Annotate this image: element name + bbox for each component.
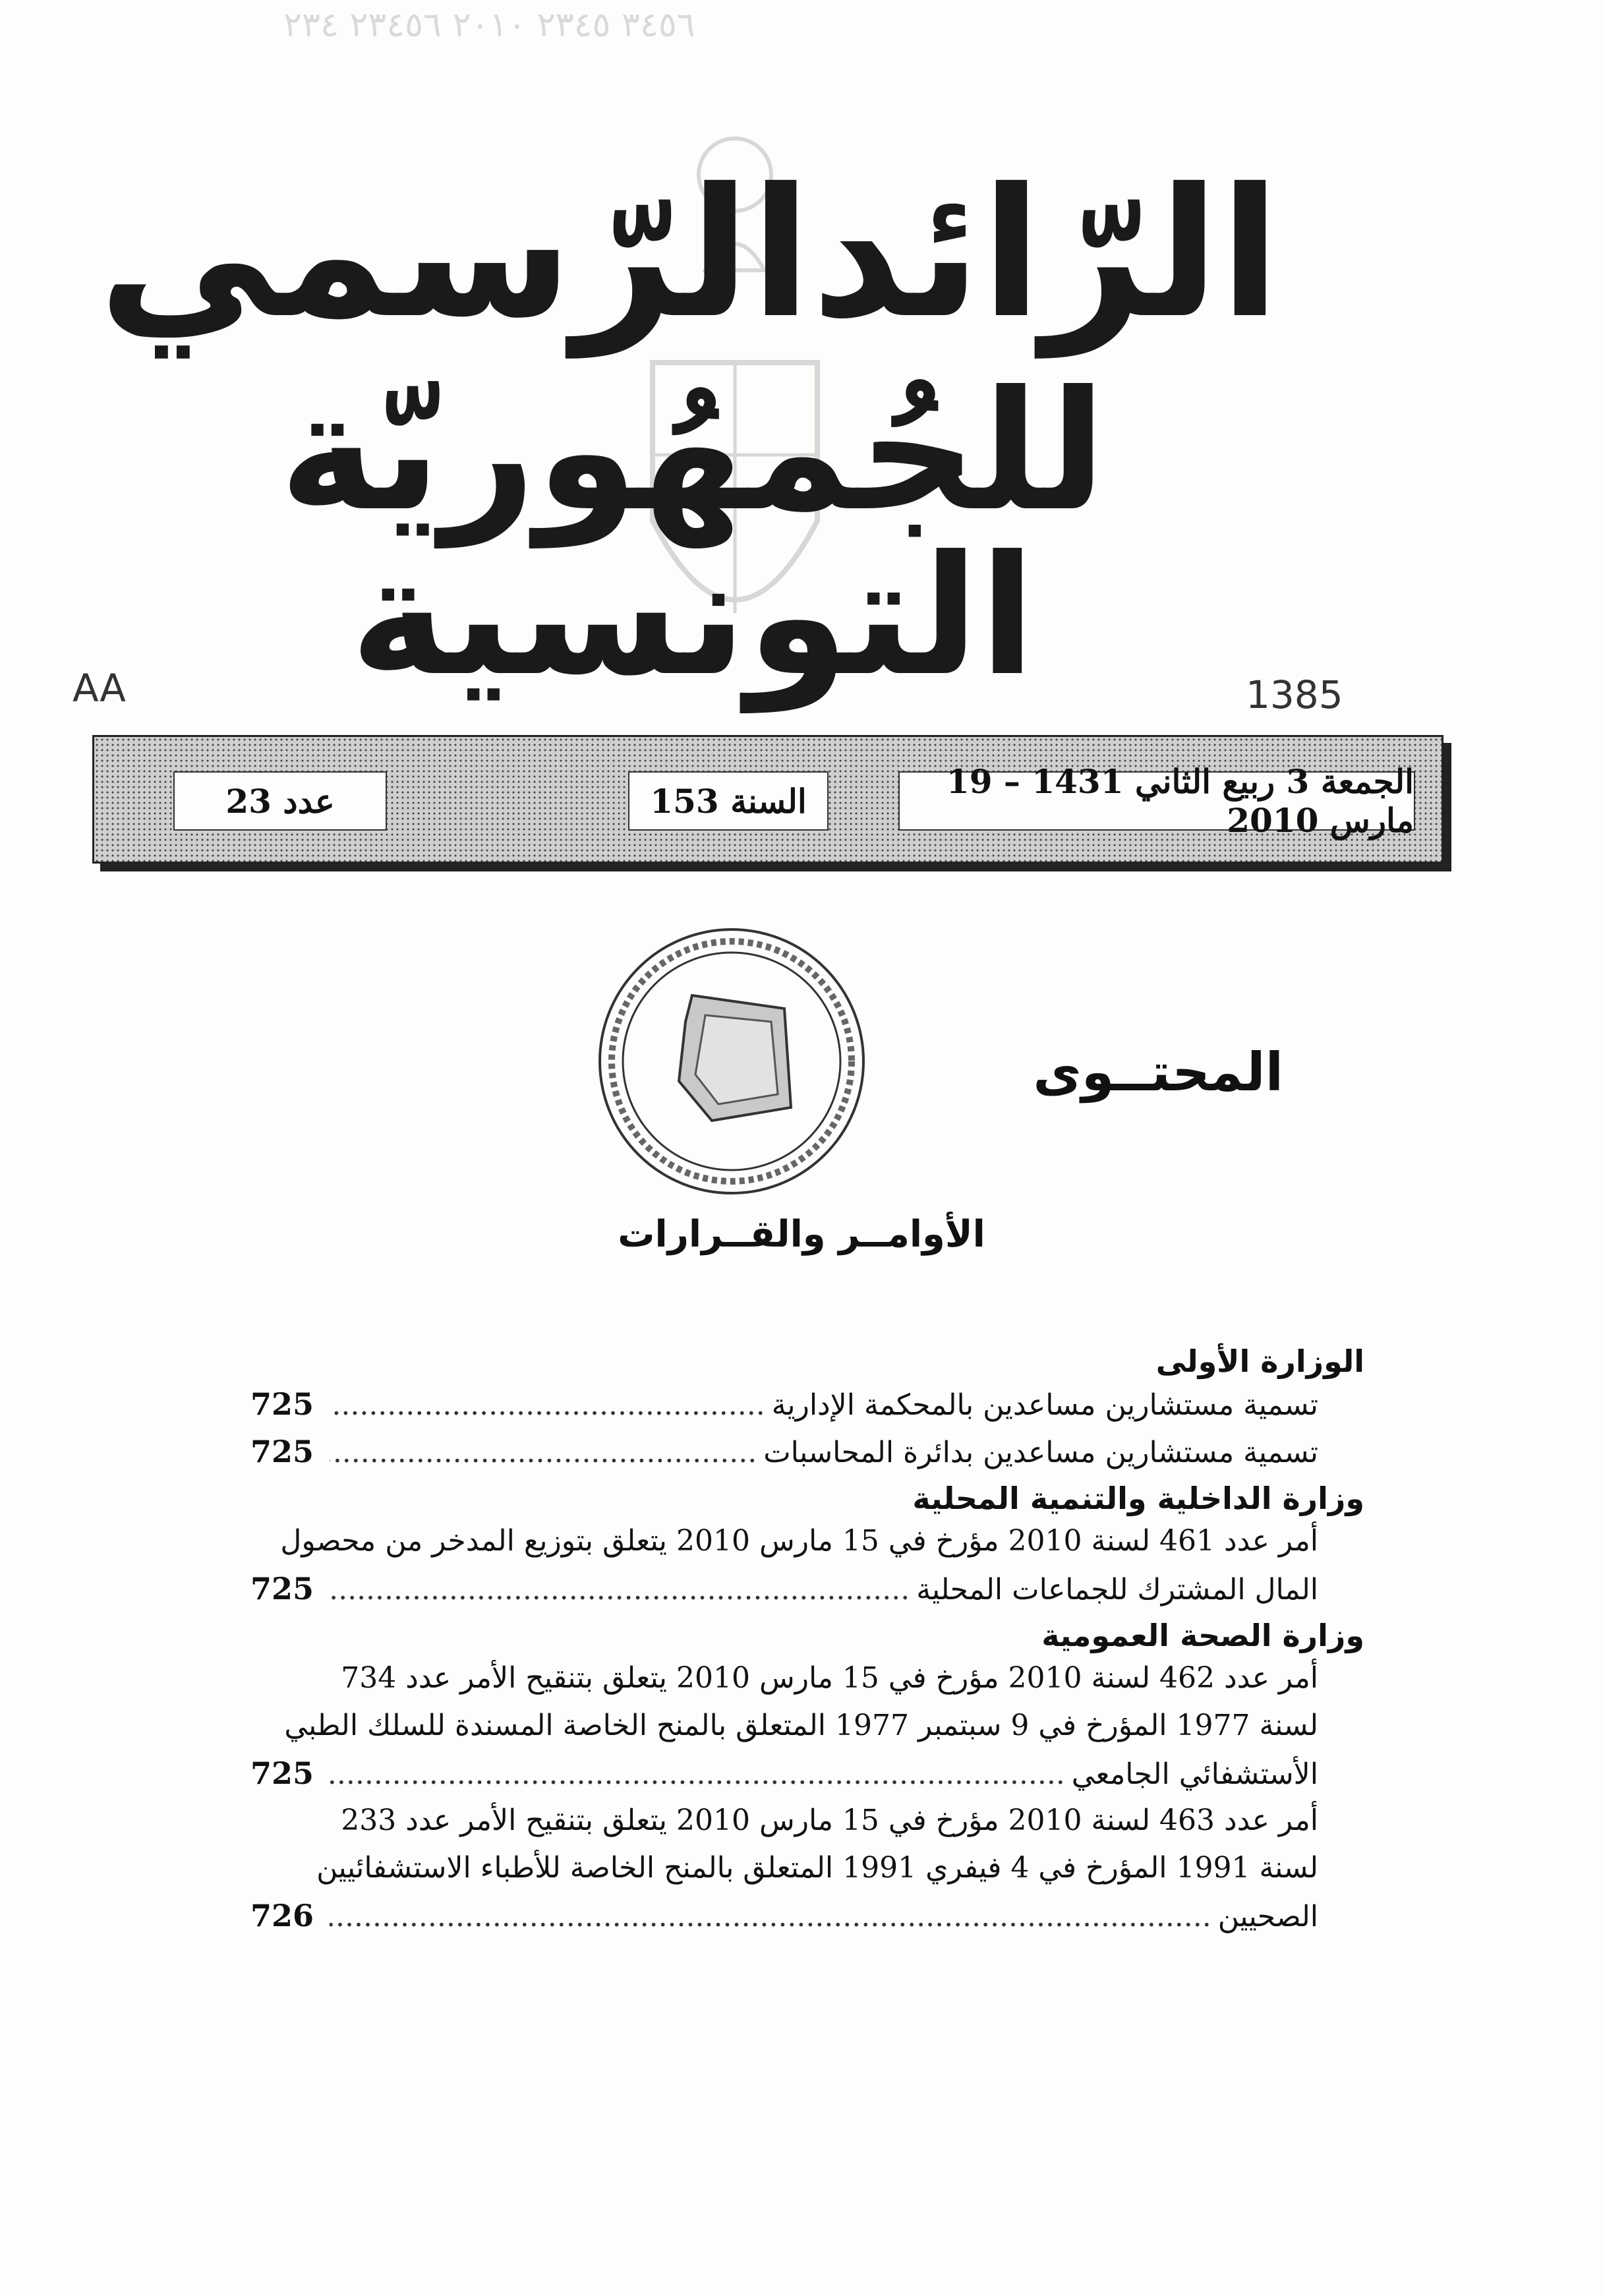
toc-entry-text: أمر عدد 463 لسنة 2010 مؤرخ في 15 مارس 2010 يتعلق بتنقيح الأمر عدد 233	[341, 1804, 1318, 1837]
masthead-line-1: الرّائدالرّسمي	[98, 150, 1281, 357]
issue-number: عدد 23	[173, 771, 387, 831]
toc-entry-text: أمر عدد 461 لسنة 2010 مؤرخ في 15 مارس 2010 يتعلق بتوزيع المدخر من محصول	[280, 1524, 1318, 1558]
bleed-through-text: ٣٤٥٦ ٢٣٤٥ ٢٠١٠ ٢٣٤٥٦ ٢٣٤	[283, 5, 695, 45]
toc-entry-text: لسنة 1991 المؤرخ في 4 فيفري 1991 المتعلق بالمنح الخاصة للأطباء الاستشفائيين	[316, 1851, 1318, 1885]
toc-page-number[interactable]: 725	[250, 1386, 314, 1422]
contents-title: المحتــوى	[1033, 1042, 1283, 1103]
masthead-line-2: للجُمهُوريّة التونسية	[279, 355, 1107, 712]
toc-entry-text: الصحيين	[1217, 1900, 1318, 1933]
toc-entry-text: الأستشفائي الجامعي	[1071, 1757, 1318, 1791]
toc-entry-line[interactable]	[250, 1892, 1364, 1939]
leader-dots	[330, 1893, 1211, 1941]
leader-dots	[330, 1751, 1065, 1798]
toc-entry-line[interactable]	[250, 1380, 1364, 1428]
toc-page-number[interactable]: 725	[250, 1755, 314, 1791]
issue-header-band	[92, 735, 1443, 864]
leader-dots	[330, 1566, 910, 1614]
handwritten-note-right: 1385	[1246, 672, 1343, 717]
toc-page-number[interactable]: 725	[250, 1571, 314, 1606]
table-of-contents	[250, 1338, 1364, 1939]
toc-ministry-heading[interactable]: وزارة الداخلية والتنمية المحلية	[912, 1481, 1364, 1516]
toc-entry-line	[250, 1797, 1364, 1844]
toc-entry-text: المال المشترك للجماعات المحلية	[916, 1573, 1318, 1606]
toc-entry-line[interactable]	[250, 1428, 1364, 1475]
library-stamp-seal	[593, 923, 870, 1200]
orders-and-decisions-title: الأوامــر والقــرارات	[618, 1213, 985, 1256]
leader-dots	[330, 1382, 765, 1429]
leader-dots	[330, 1429, 757, 1477]
issue-date: الجمعة 3 ربيع الثاني 1431 – 19 مارس 2010	[898, 771, 1415, 831]
toc-ministry-heading[interactable]: الوزارة الأولى	[1155, 1343, 1364, 1379]
toc-page-number[interactable]: 726	[250, 1898, 314, 1933]
toc-page-number[interactable]: 725	[250, 1434, 314, 1469]
toc-entry-text: تسمية مستشارين مساعدين بدائرة المحاسبات	[763, 1436, 1318, 1469]
toc-entry-line	[250, 1844, 1364, 1892]
handwritten-note-left: AA	[73, 666, 126, 711]
toc-entry-line	[250, 1702, 1364, 1750]
toc-entry-text: أمر عدد 462 لسنة 2010 مؤرخ في 15 مارس 2010 يتعلق بتنقيح الأمر عدد 734	[341, 1661, 1318, 1695]
newspaper-masthead	[0, 150, 1603, 712]
toc-entry-line	[250, 1517, 1364, 1565]
issue-year: السنة 153	[628, 771, 829, 831]
toc-entry-line	[250, 1655, 1364, 1702]
toc-entry-text: تسمية مستشارين مساعدين بالمحكمة الإدارية	[771, 1388, 1318, 1422]
toc-ministry-heading[interactable]: وزارة الصحة العمومية	[1041, 1618, 1364, 1653]
toc-entry-text: لسنة 1977 المؤرخ في 9 سبتمبر 1977 المتعلق بالمنح الخاصة المسندة للسلك الطبي	[284, 1709, 1318, 1742]
toc-entry-line[interactable]	[250, 1565, 1364, 1612]
toc-entry-line[interactable]	[250, 1750, 1364, 1797]
